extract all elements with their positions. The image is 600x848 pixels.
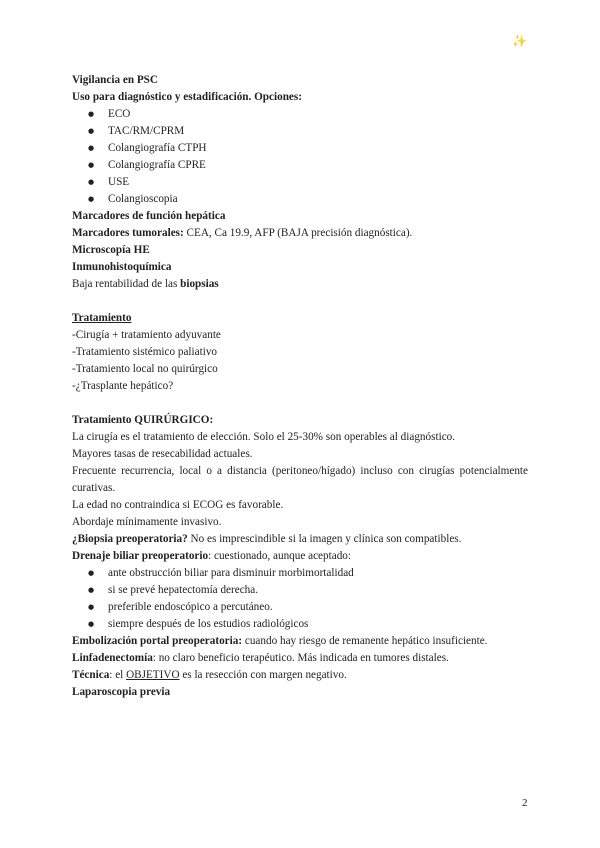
liver-markers-heading: Marcadores de función hepática: [72, 210, 226, 222]
list-item: ● USE: [72, 174, 528, 191]
tumor-markers-text: CEA, Ca 19.9, AFP (BAJA precisión diagnóstica).: [183, 227, 413, 239]
diagnostic-subtitle: Uso para diagnóstico y estadificación. Opciones:: [72, 91, 302, 103]
surgical-paragraph: Abordaje mínimamente invasivo.: [72, 516, 222, 528]
technique-post: es la resección con margen negativo.: [179, 669, 347, 681]
biliary-drainage-label: Drenaje biliar preoperatorio: [72, 550, 209, 562]
biopsy-yield-text: Baja rentabilidad de las: [72, 278, 181, 290]
list-item: ● TAC/RM/CPRM: [72, 123, 528, 140]
surgical-treatment-heading: Tratamiento QUIRÚRGICO:: [72, 414, 214, 426]
sparkle-icon: ✨: [512, 34, 527, 48]
technique-objective: OBJETIVO: [126, 669, 180, 681]
treatment-item: -Tratamiento local no quirúrgico: [72, 363, 218, 375]
list-item: ● ECO: [72, 106, 528, 123]
portal-embolization-line: [72, 633, 528, 650]
biopsy-yield-bold: biopsias: [180, 278, 219, 290]
treatment-item: -¿Trasplante hepático?: [72, 380, 174, 392]
surgical-paragraph: La edad no contraindica si ECOG es favorable.: [72, 499, 284, 511]
page-number: 2: [522, 797, 528, 809]
preop-biopsy-line: [72, 531, 528, 548]
biliary-drainage-text: : cuestionado, aunque aceptado:: [208, 550, 351, 562]
treatment-item: -Cirugía + tratamiento adyuvante: [72, 329, 221, 341]
tumor-markers-line: [72, 225, 528, 242]
list-item: ● Colangiografía CTPH: [72, 140, 528, 157]
portal-embolization-label: Embolización portal preoperatoria:: [72, 635, 243, 647]
technique-pre: : el: [109, 669, 127, 681]
lymphadenectomy-label: Linfadenectomía: [72, 652, 153, 664]
list-item: ● siempre después de los estudios radiológicos: [72, 616, 528, 633]
technique-line: [72, 667, 528, 684]
lymphadenectomy-line: [72, 650, 528, 667]
preop-biopsy-label: ¿Biopsia preoperatoria?: [72, 533, 188, 545]
list-item: ● Colangiografía CPRE: [72, 157, 528, 174]
list-item: ● Colangioscopia: [72, 191, 528, 208]
lymphadenectomy-text: : no claro beneficio terapéutico. Más indicada en tumores distales.: [152, 652, 449, 664]
list-item: ● preferible endoscópico a percutáneo.: [72, 599, 528, 616]
microscopy-heading: Microscopía HE: [72, 244, 150, 256]
immunohistochemistry-heading: Inmunohistoquímica: [72, 261, 172, 273]
surgical-paragraph: Mayores tasas de resecabilidad actuales.: [72, 448, 253, 460]
preop-biopsy-text: No es imprescindible si la imagen y clínica son compatibles.: [187, 533, 462, 545]
treatment-item: -Tratamiento sistémico paliativo: [72, 346, 218, 358]
tumor-markers-label: Marcadores tumorales:: [72, 227, 184, 239]
list-item: ● ante obstrucción biliar para disminuir morbimortalidad: [72, 565, 528, 582]
treatment-heading: Tratamiento: [72, 312, 132, 324]
prior-laparoscopy-heading: Laparoscopia previa: [72, 686, 171, 698]
diagnostic-options-list: [72, 106, 528, 208]
surgical-paragraph: Frecuente recurrencia, local o a distancia (peritoneo/hígado) incluso con cirugías potencialmente curativas.: [72, 465, 528, 494]
biliary-drainage-line: [72, 548, 528, 565]
biliary-drainage-list: [72, 565, 528, 633]
biopsy-yield-line: [72, 276, 528, 293]
list-item: ● si se prevé hepatectomía derecha.: [72, 582, 528, 599]
portal-embolization-text: cuando hay riesgo de remanente hepático insuficiente.: [242, 635, 488, 647]
technique-label: Técnica: [72, 669, 110, 681]
surgical-paragraph: La cirugía es el tratamiento de elección. Solo el 25-30% son operables al diagnóstico.: [72, 431, 456, 443]
page-content: [72, 72, 528, 701]
section-heading-vigilancia: Vigilancia en PSC: [72, 74, 158, 86]
